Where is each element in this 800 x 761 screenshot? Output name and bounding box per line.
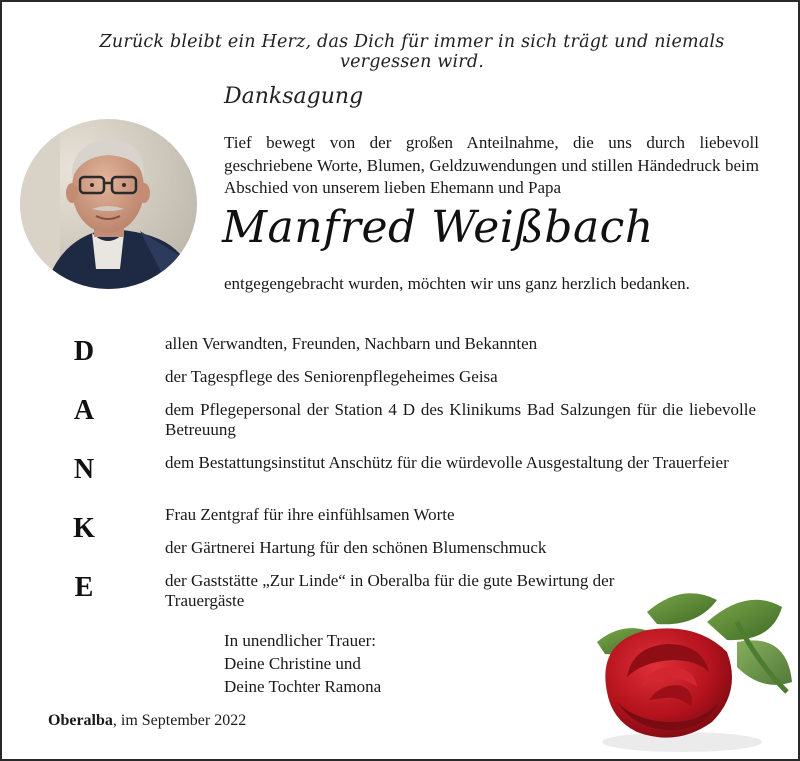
- thanks-item: Frau Zentgraf für ihre einfühlsamen Worte: [165, 505, 455, 524]
- motto: Zurück bleibt ein Herz, das Dich für immer in sich trägt und niemals vergessen wird.: [99, 32, 725, 72]
- signature-line: Deine Tochter Ramona: [224, 677, 382, 696]
- dateline-date: , im September 2022: [112, 712, 247, 729]
- rose-image: [587, 582, 797, 757]
- thanks-item: der Gärtnerei Hartung für den schönen Blumenschmuck: [165, 538, 547, 557]
- danke-letter: A: [73, 395, 95, 426]
- thanks-item: allen Verwandten, Freunden, Nachbarn und Bekannten: [165, 334, 538, 353]
- signature-line: Deine Christine und: [224, 654, 361, 673]
- danke-letter: N: [73, 454, 95, 485]
- danke-letter: K: [73, 513, 95, 544]
- thanks-item: der Tagespflege des Seniorenpflegeheimes Geisa: [165, 367, 498, 386]
- thanks-item: dem Bestattungsinstitut Anschütz für die würdevolle Ausgestaltung der Trauerfeier: [165, 453, 729, 472]
- portrait-photo: [20, 119, 197, 289]
- thanks-item: dem Pflegepersonal der Station 4 D des Klinikums Bad Salzungen für die liebevolle Betreuung: [165, 400, 756, 439]
- signature-block: [224, 629, 381, 698]
- intro-text: Tief bewegt von der großen Anteilnahme, die uns durch liebevoll geschriebene Worte, Blumen, Geldzuwendungen und stillen Händedruck beim Abschied von unserem lieben Ehemann und Papa: [224, 133, 759, 197]
- danke-letter: D: [73, 336, 95, 367]
- danke-letter: E: [74, 572, 94, 603]
- dateline: [48, 712, 246, 730]
- thanks-item: der Gaststätte „Zur Linde“ in Oberalba für die gute Bewirtung der Trauergäste: [165, 571, 615, 610]
- title: Danksagung: [224, 84, 364, 109]
- outro-text: entgegengebracht wurden, möchten wir uns ganz herzlich bedanken.: [224, 274, 690, 293]
- dateline-place: Oberalba: [48, 712, 113, 729]
- deceased-name: Manfred Weißbach: [222, 202, 654, 253]
- signature-line: In unendlicher Trauer:: [224, 631, 377, 650]
